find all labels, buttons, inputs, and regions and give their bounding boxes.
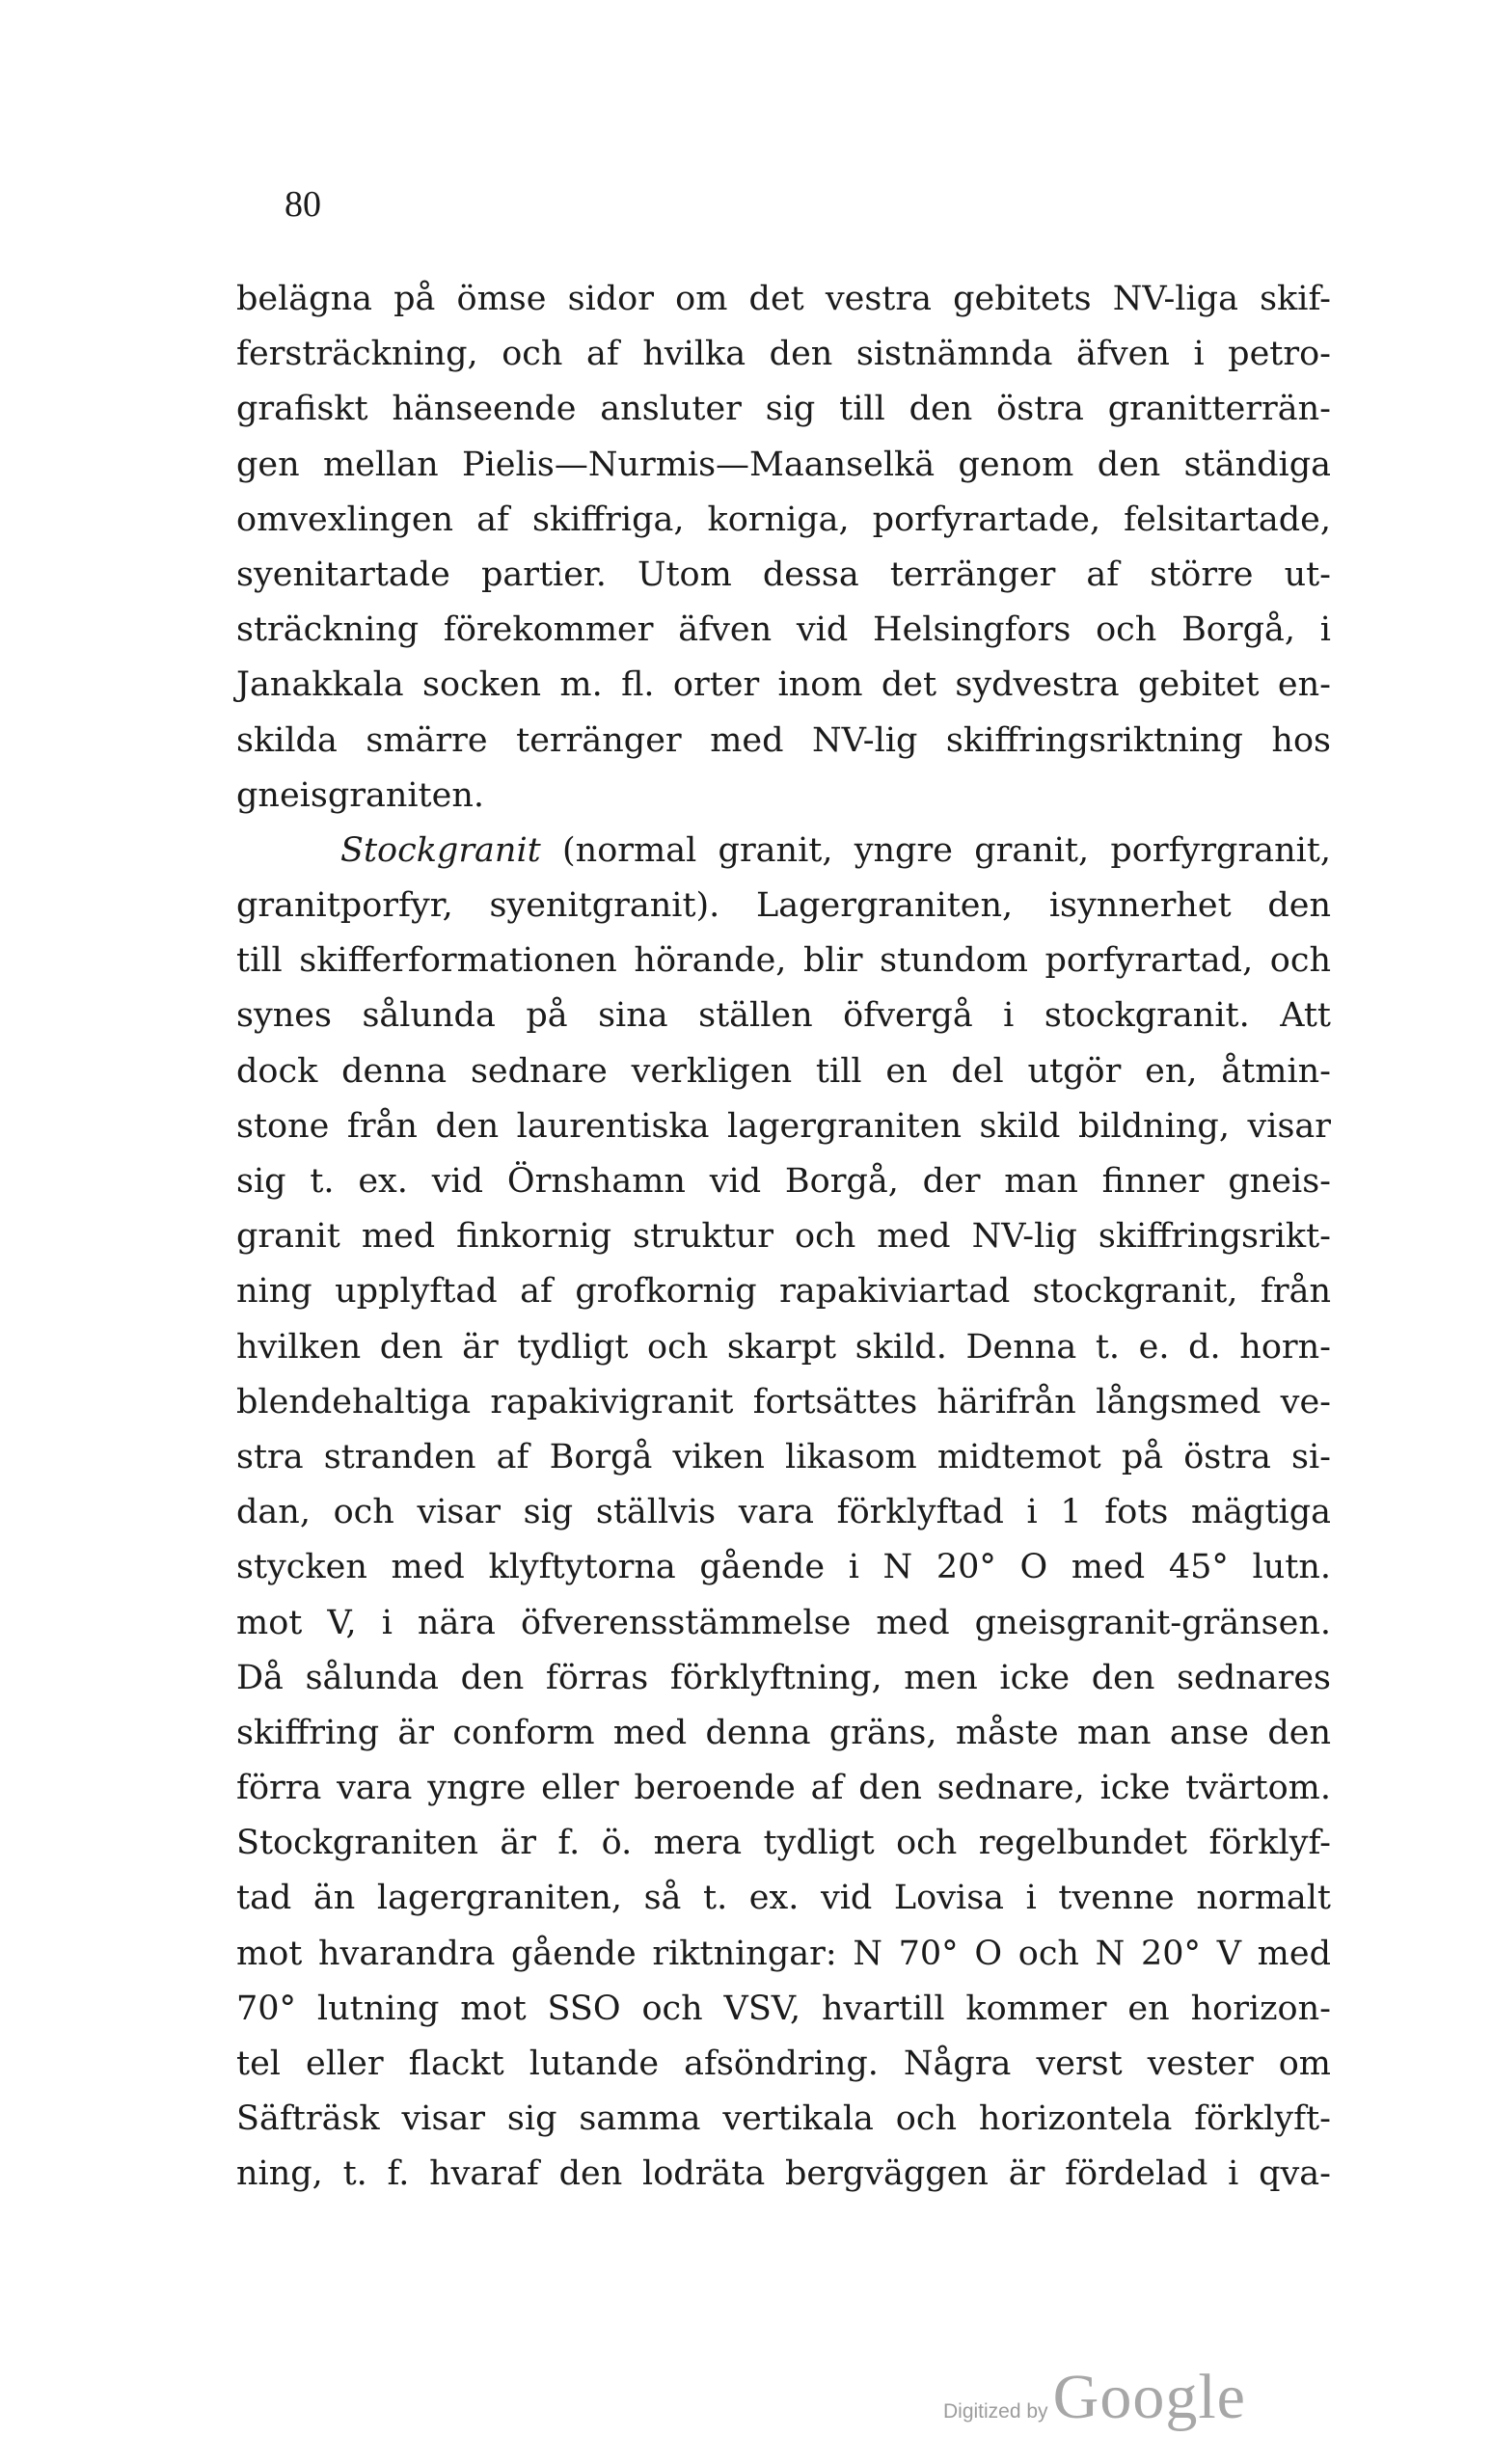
text-line: stycken med klyftytorna gående i N 20° O med 45° lutn. <box>236 1548 1331 1587</box>
text-line: tad än lagergraniten, så t. ex. vid Lovisa i tvenne normalt <box>236 1879 1331 1918</box>
text-line: belägna på ömse sidor om det vestra gebitets NV-liga skif- <box>236 280 1331 318</box>
text-line: skilda smärre terränger med NV-lig skiffringsriktning hos <box>236 720 1331 760</box>
text-line: ning upplyftad af grofkornig rapakiviartad stockgranit, från <box>236 1272 1331 1312</box>
body-text <box>236 272 1331 2203</box>
text-line: till skifferformationen hörande, blir stundom porfyrartad, och <box>236 941 1331 981</box>
text-line: grafiskt hänseende ansluter sig till den östra granitterrän- <box>236 390 1331 429</box>
text-line: sig t. ex. vid Örnshamn vid Borgå, der man finner gneis- <box>236 1162 1331 1201</box>
text-line: 70° lutning mot SSO och VSV, hvartill kommer en horizon- <box>236 1989 1331 2028</box>
digitized-by-watermark <box>943 2361 1246 2434</box>
text-line: mot V, i nära öfverensstämmelse med gneisgranit-gränsen. <box>236 1603 1331 1642</box>
text-line: dan, och visar sig ställvis vara förklyftad i 1 fots mägtiga <box>236 1493 1331 1532</box>
text-line: mot hvarandra gående riktningar: N 70° O och N 20° V med <box>236 1934 1331 1973</box>
text-line: ning, t. f. hvaraf den lodräta bergväggen är fördelad i qva- <box>236 2154 1331 2194</box>
paragraph-start-text: (normal granit, yngre granit, porfyrgranit, <box>540 830 1331 870</box>
text-line: gen mellan Pielis—Nurmis—Maanselkä genom den ständiga <box>236 445 1331 484</box>
paragraph-start-line <box>236 824 1331 879</box>
text-line: förra vara yngre eller beroende af den sednare, icke tvärtom. <box>236 1769 1331 1808</box>
text-line: Då sålunda den förras förklyftning, men icke den sednares <box>236 1658 1331 1697</box>
text-line: stra stranden af Borgå viken likasom midtemot på östra si- <box>236 1437 1331 1476</box>
text-line: gneisgraniten. <box>236 775 484 815</box>
text-line: granit med finkornig struktur och med NV-lig skiffringsrikt- <box>236 1217 1331 1257</box>
text-line: fersträckning, och af hvilka den sistnämnda äfven i petro- <box>236 335 1331 374</box>
google-logo: Google <box>1052 2362 1246 2432</box>
text-line: omvexlingen af skiffriga, korniga, porfyrartade, felsitartade, <box>236 500 1331 539</box>
text-line: granitporfyr, syenitgranit). Lagergraniten, isynnerhet den <box>236 886 1331 926</box>
digitized-by-label: Digitized by <box>943 2400 1048 2423</box>
text-line: hvilken den är tydligt och skarpt skild. Denna t. e. d. horn- <box>236 1327 1331 1367</box>
page-number: 80 <box>285 184 321 225</box>
text-line: Säfträsk visar sig samma vertikala och horizontela förklyft- <box>236 2099 1331 2139</box>
text-line: blendehaltiga rapakivigranit fortsättes härifrån långsmed ve- <box>236 1382 1331 1422</box>
text-line: skiffring är conform med denna gräns, måste man anse den <box>236 1713 1331 1752</box>
text-line: stone från den laurentiska lagergraniten skild bildning, visar <box>236 1106 1331 1146</box>
text-line: synes sålunda på sina ställen öfvergå i stockgranit. Att <box>236 996 1331 1036</box>
text-line: dock denna sednare verkligen till en del utgör en, åtmin- <box>236 1051 1331 1091</box>
text-line: syenitartade partier. Utom dessa terränger af större ut- <box>236 555 1331 594</box>
text-line: Janakkala socken m. fl. orter inom det sydvestra gebitet en- <box>236 665 1331 705</box>
text-line: tel eller flackt lutande afsöndring. Några verst vester om <box>236 2044 1331 2083</box>
text-line: Stockgraniten är f. ö. mera tydligt och regelbundet förklyf- <box>236 1824 1331 1863</box>
italic-term: Stockgranit <box>340 830 541 870</box>
text-line: sträckning förekommer äfven vid Helsingfors och Borgå, i <box>236 610 1331 650</box>
